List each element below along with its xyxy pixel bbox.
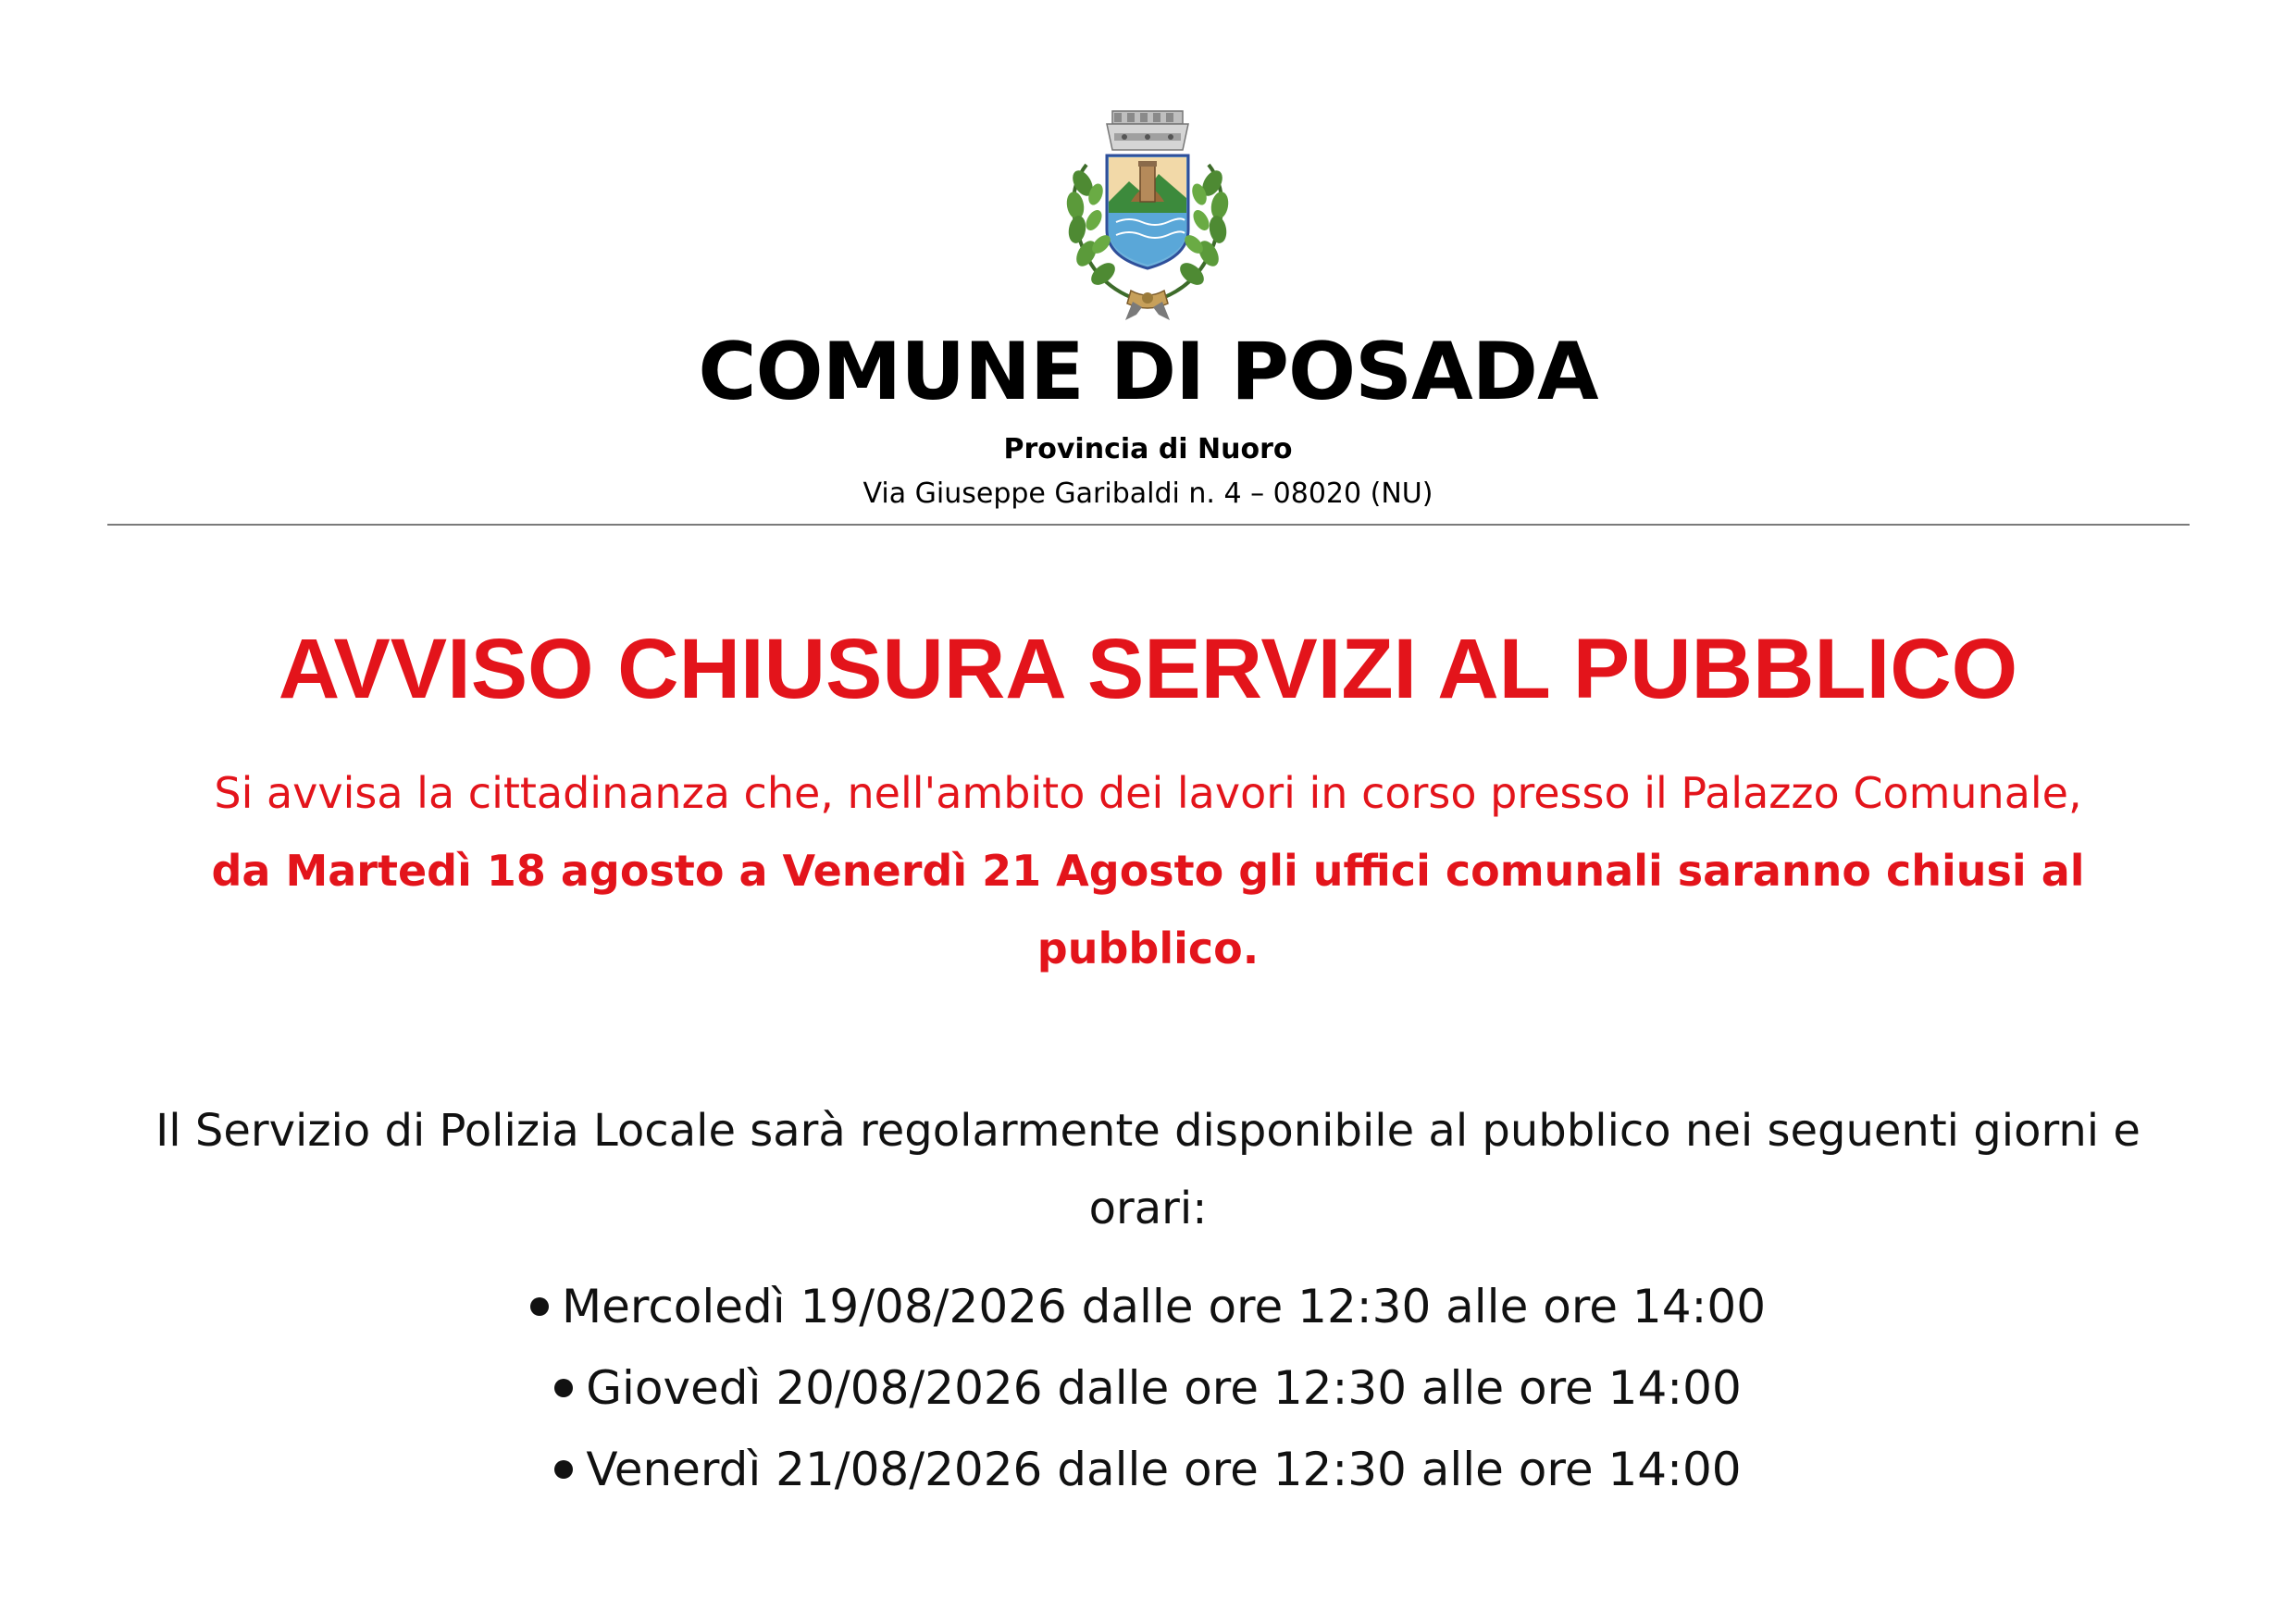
notice-closure-period: da Martedì 18 agosto a Venerdì 21 Agosto gli uffici comunali saranno chiusi al pubblico. <box>211 846 2085 973</box>
bullet-icon <box>554 1460 573 1479</box>
schedule-item-text: Giovedì 20/08/2026 dalle ore 12:30 alle ore 14:00 <box>586 1361 1742 1415</box>
notice-title: AVVISO CHIUSURA SERVIZI AL PUBBLICO <box>278 622 2018 716</box>
police-schedule-list <box>0 1266 2296 1510</box>
bullet-icon <box>554 1379 573 1397</box>
bullet-icon <box>530 1297 549 1316</box>
coat-of-arms-icon <box>1055 109 1240 322</box>
schedule-item <box>0 1429 2296 1510</box>
schedule-item <box>0 1347 2296 1429</box>
schedule-item-text: Venerdì 21/08/2026 dalle ore 12:30 alle ore 14:00 <box>586 1443 1742 1496</box>
notice-body <box>111 754 2185 987</box>
province-name: Provincia di Nuoro <box>1003 433 1293 465</box>
police-service-text: Il Servizio di Polizia Locale sarà regolarmente disponibile al pubblico nei seguenti giorni e orari: <box>155 1105 2141 1234</box>
municipality-title: COMUNE DI POSADA <box>698 326 1598 418</box>
schedule-item-text: Mercoledì 19/08/2026 dalle ore 12:30 alle ore 14:00 <box>561 1280 1767 1333</box>
header-divider <box>107 524 2190 526</box>
schedule-item <box>0 1266 2296 1347</box>
municipality-address: Via Giuseppe Garibaldi n. 4 – 08020 (NU) <box>863 477 1433 510</box>
notice-intro: Si avvisa la cittadinanza che, nell'ambito dei lavori in corso presso il Palazzo Comunale, <box>214 768 2082 818</box>
